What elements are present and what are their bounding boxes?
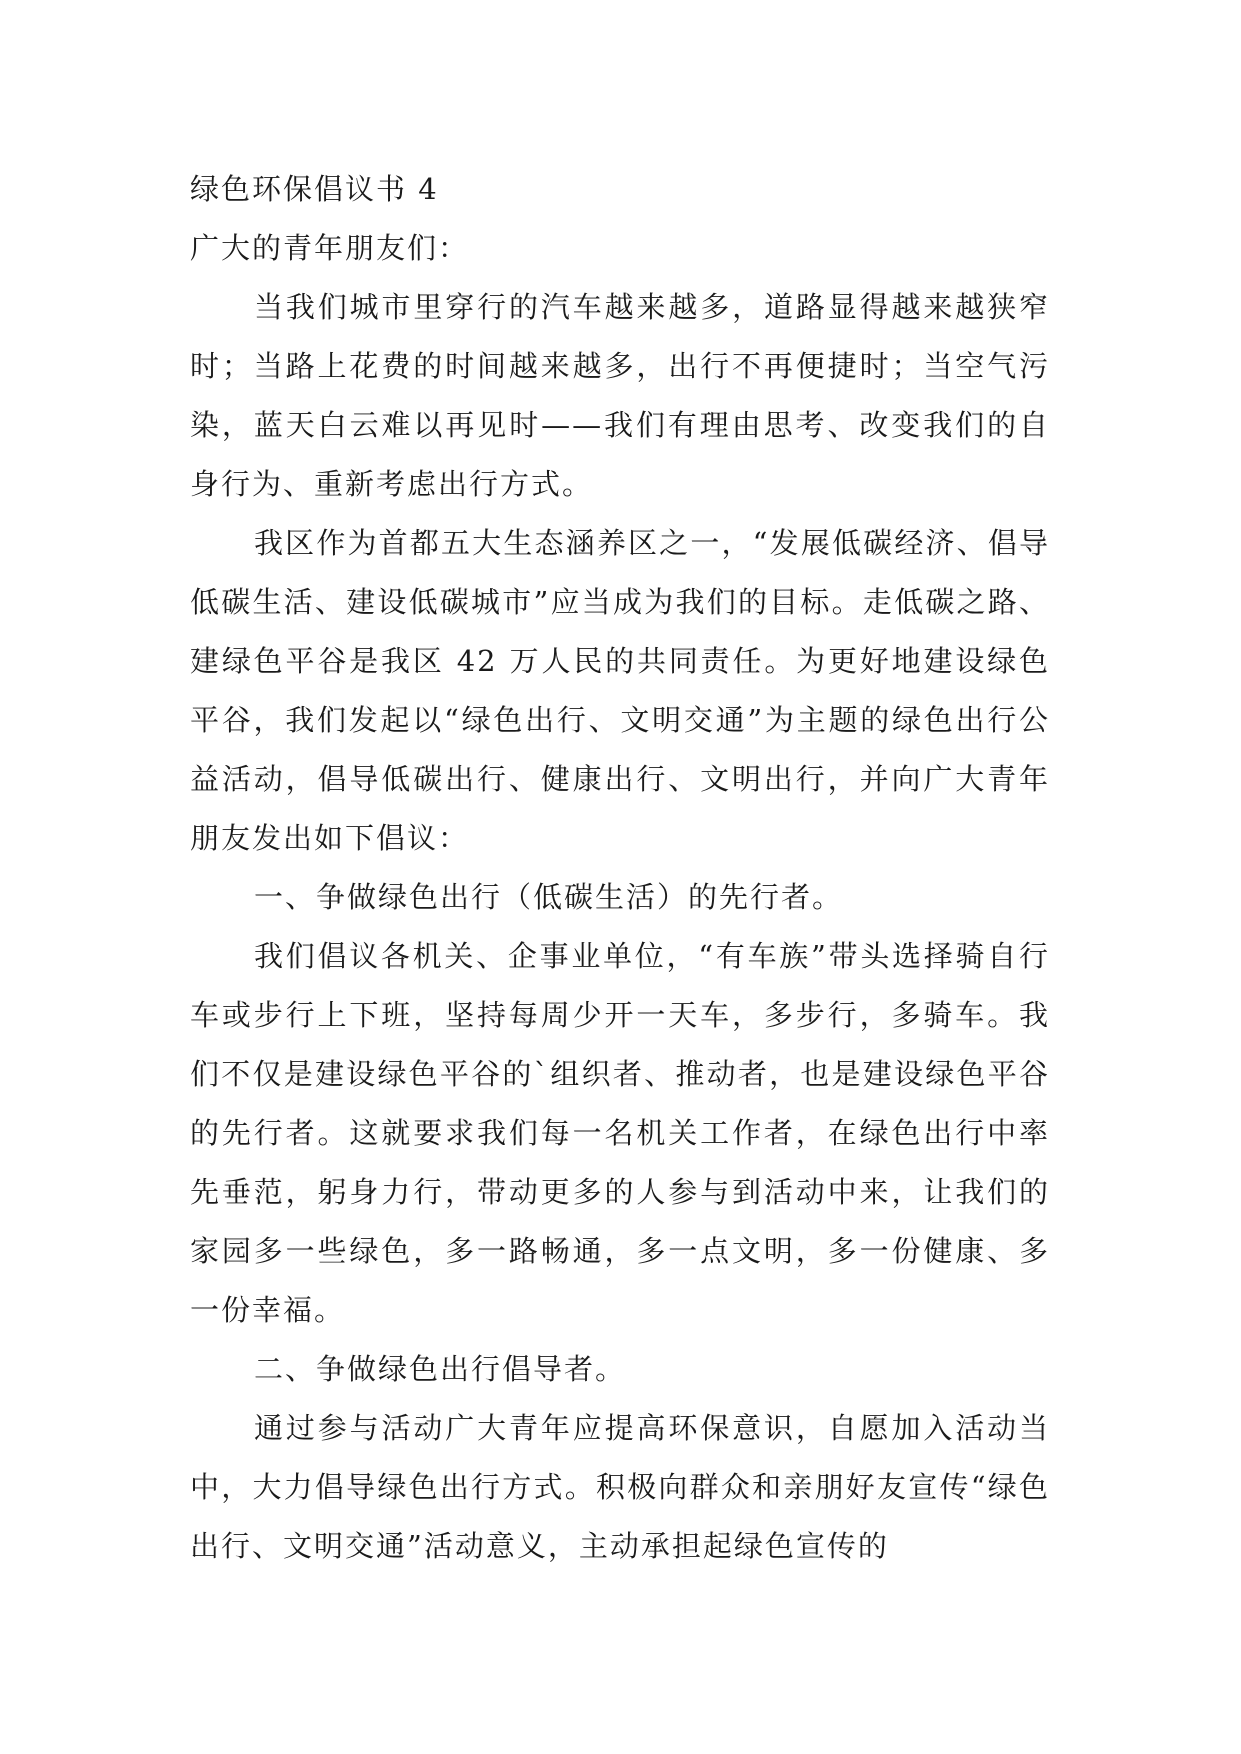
paragraph-section-1: 我们倡议各机关、企事业单位，“有车族”带头选择骑自行车或步行上下班，坚持每周少开一天车，多步行，多骑车。我们不仅是建设绿色平谷的`组织者、推动者，也是建设绿色平谷的先行者。这就要求我们每一名机关工作者，在绿色出行中率先垂范，躬身力行，带动更多的人参与到活动中来，让我们的家园多一些绿色，多一路畅通，多一点文明，多一份健康、多一份幸福。 [190, 939, 1050, 1327]
document-page [190, 160, 1050, 1720]
paragraph-intro: 当我们城市里穿行的汽车越来越多，道路显得越来越狭窄时；当路上花费的时间越来越多，出行不再便捷时；当空气污染，蓝天白云难以再见时——我们有理由思考、改变我们的自身行为、重新考虑出行方式。 [190, 290, 1050, 501]
paragraph-district-goal: 我区作为首都五大生态涵养区之一，“发展低碳经济、倡导低碳生活、建设低碳城市”应当成为我们的目标。走低碳之路、建绿色平谷是我区 42 万人民的共同责任。为更好地建设绿色平谷，我们发起以“绿色出行、文明交通”为主题的绿色出行公益活动，倡导低碳出行、健康出行、文明出行，并向广大青年朋友发出如下倡议： [190, 526, 1050, 855]
section-heading-2: 二、争做绿色出行倡导者。 [254, 1352, 627, 1386]
paragraph-section-2: 通过参与活动广大青年应提高环保意识，自愿加入活动当中，大力倡导绿色出行方式。积极向群众和亲朋好友宣传“绿色出行、文明交通”活动意义，主动承担起绿色宣传的 [190, 1411, 1050, 1563]
section-heading-1: 一、争做绿色出行（低碳生活）的先行者。 [254, 880, 844, 914]
document-title: 绿色环保倡议书 4 [190, 172, 439, 206]
salutation: 广大的青年朋友们： [190, 231, 470, 265]
